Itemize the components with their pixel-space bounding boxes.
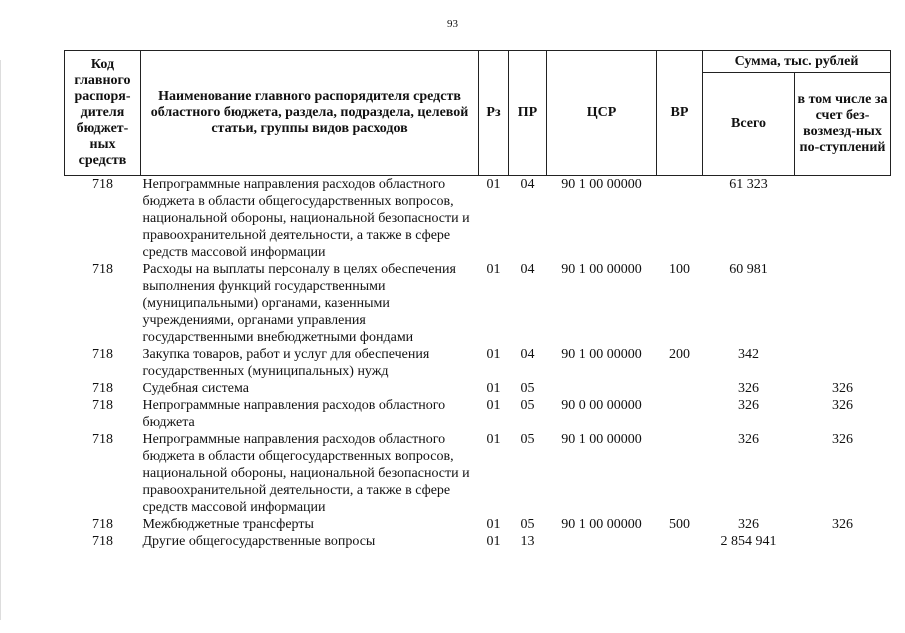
cell-total: 326 [738, 398, 759, 413]
table-body [65, 176, 891, 551]
cell-vr [657, 176, 703, 262]
cell-free [795, 346, 891, 380]
cell-pr: 13 [520, 534, 535, 549]
cell-vr: 500 [669, 517, 690, 532]
cell-total: 342 [738, 347, 759, 362]
cell-pr: 05 [520, 381, 535, 396]
header-free: в том числе за счет без-возмезд-ных по-ступлений [795, 73, 891, 176]
cell-pr: 04 [520, 262, 535, 277]
cell-total: 60 981 [729, 262, 768, 277]
cell-csr: 90 1 00 00000 [561, 517, 642, 532]
table-header [65, 51, 891, 176]
cell-vr: 200 [669, 347, 690, 362]
cell-name: Судебная система [142, 381, 249, 396]
cell-pr: 05 [520, 432, 535, 447]
cell-csr: 90 1 00 00000 [561, 432, 642, 447]
cell-pr: 04 [520, 347, 535, 362]
cell-free: 326 [832, 398, 853, 413]
cell-rz: 01 [486, 534, 501, 549]
header-rz: Рз [479, 51, 509, 176]
header-total: Всего [703, 73, 795, 176]
table-row [65, 176, 891, 262]
cell-csr [547, 380, 657, 397]
cell-vr [657, 533, 703, 550]
cell-vr: 100 [669, 262, 690, 277]
budget-table-container [64, 50, 890, 550]
table-row [65, 431, 891, 516]
table-row [65, 261, 891, 346]
cell-vr [657, 431, 703, 516]
table-row [65, 346, 891, 380]
cell-free [795, 261, 891, 346]
cell-pr: 05 [520, 517, 535, 532]
cell-vr [657, 397, 703, 431]
table-row [65, 533, 891, 550]
cell-code: 718 [92, 262, 113, 277]
cell-csr: 90 1 00 00000 [561, 177, 642, 192]
table-row [65, 380, 891, 397]
cell-total: 326 [738, 517, 759, 532]
cell-code: 718 [92, 517, 113, 532]
cell-free: 326 [832, 432, 853, 447]
cell-name: Расходы на выплаты персоналу в целях обеспечения выполнения функций государственными (муниципальными) органами, казенными учреждениями, органами управления государственными внебюджетными фондами [142, 262, 456, 345]
cell-name: Закупка товаров, работ и услуг для обеспечения государственных (муниципальных) нужд [142, 347, 430, 379]
cell-csr: 90 1 00 00000 [561, 347, 642, 362]
cell-total: 326 [738, 381, 759, 396]
budget-table [64, 50, 891, 550]
cell-pr: 04 [520, 177, 535, 192]
cell-vr [657, 380, 703, 397]
cell-name: Непрограммные направления расходов областного бюджета [142, 398, 446, 430]
cell-code: 718 [92, 347, 113, 362]
cell-pr: 05 [520, 398, 535, 413]
header-csr: ЦСР [547, 51, 657, 176]
cell-total: 326 [738, 432, 759, 447]
cell-name: Другие общегосударственные вопросы [142, 534, 376, 549]
cell-name: Межбюджетные трансферты [142, 517, 314, 532]
table-row [65, 397, 891, 431]
cell-code: 718 [92, 381, 113, 396]
cell-rz: 01 [486, 432, 501, 447]
cell-code: 718 [92, 534, 113, 549]
cell-rz: 01 [486, 398, 501, 413]
cell-rz: 01 [486, 347, 501, 362]
cell-rz: 01 [486, 177, 501, 192]
cell-csr: 90 0 00 00000 [561, 398, 642, 413]
cell-code: 718 [92, 432, 113, 447]
cell-total: 2 854 941 [720, 534, 777, 549]
page-number: 93 [447, 18, 458, 30]
cell-code: 718 [92, 398, 113, 413]
header-vr: ВР [657, 51, 703, 176]
scan-edge [0, 60, 1, 620]
cell-csr: 90 1 00 00000 [561, 262, 642, 277]
cell-code: 718 [92, 177, 113, 192]
cell-rz: 01 [486, 517, 501, 532]
cell-free: 326 [832, 381, 853, 396]
cell-name: Непрограммные направления расходов областного бюджета в области общегосударственных вопросов, национальной обороны, национальной безопасности и правоохранительной деятельности, а также в сфере средств массовой информации [142, 177, 470, 260]
cell-total: 61 323 [729, 177, 768, 192]
cell-free: 326 [832, 517, 853, 532]
table-row [65, 516, 891, 533]
cell-rz: 01 [486, 262, 501, 277]
cell-free [795, 533, 891, 550]
cell-name: Непрограммные направления расходов областного бюджета в области общегосударственных вопросов, национальной обороны, национальной безопасности и правоохранительной деятельности, а также в сфере средств массовой информации [142, 432, 470, 515]
header-pr: ПР [509, 51, 547, 176]
cell-free [795, 176, 891, 262]
cell-rz: 01 [486, 381, 501, 396]
header-sum: Сумма, тыс. рублей [703, 51, 891, 73]
header-name: Наименование главного распорядителя средств областного бюджета, раздела, подраздела, целевой статьи, группы видов расходов [141, 51, 479, 176]
cell-csr [547, 533, 657, 550]
header-code: Код главного распоря-дителя бюджет-ных средств [65, 51, 141, 176]
